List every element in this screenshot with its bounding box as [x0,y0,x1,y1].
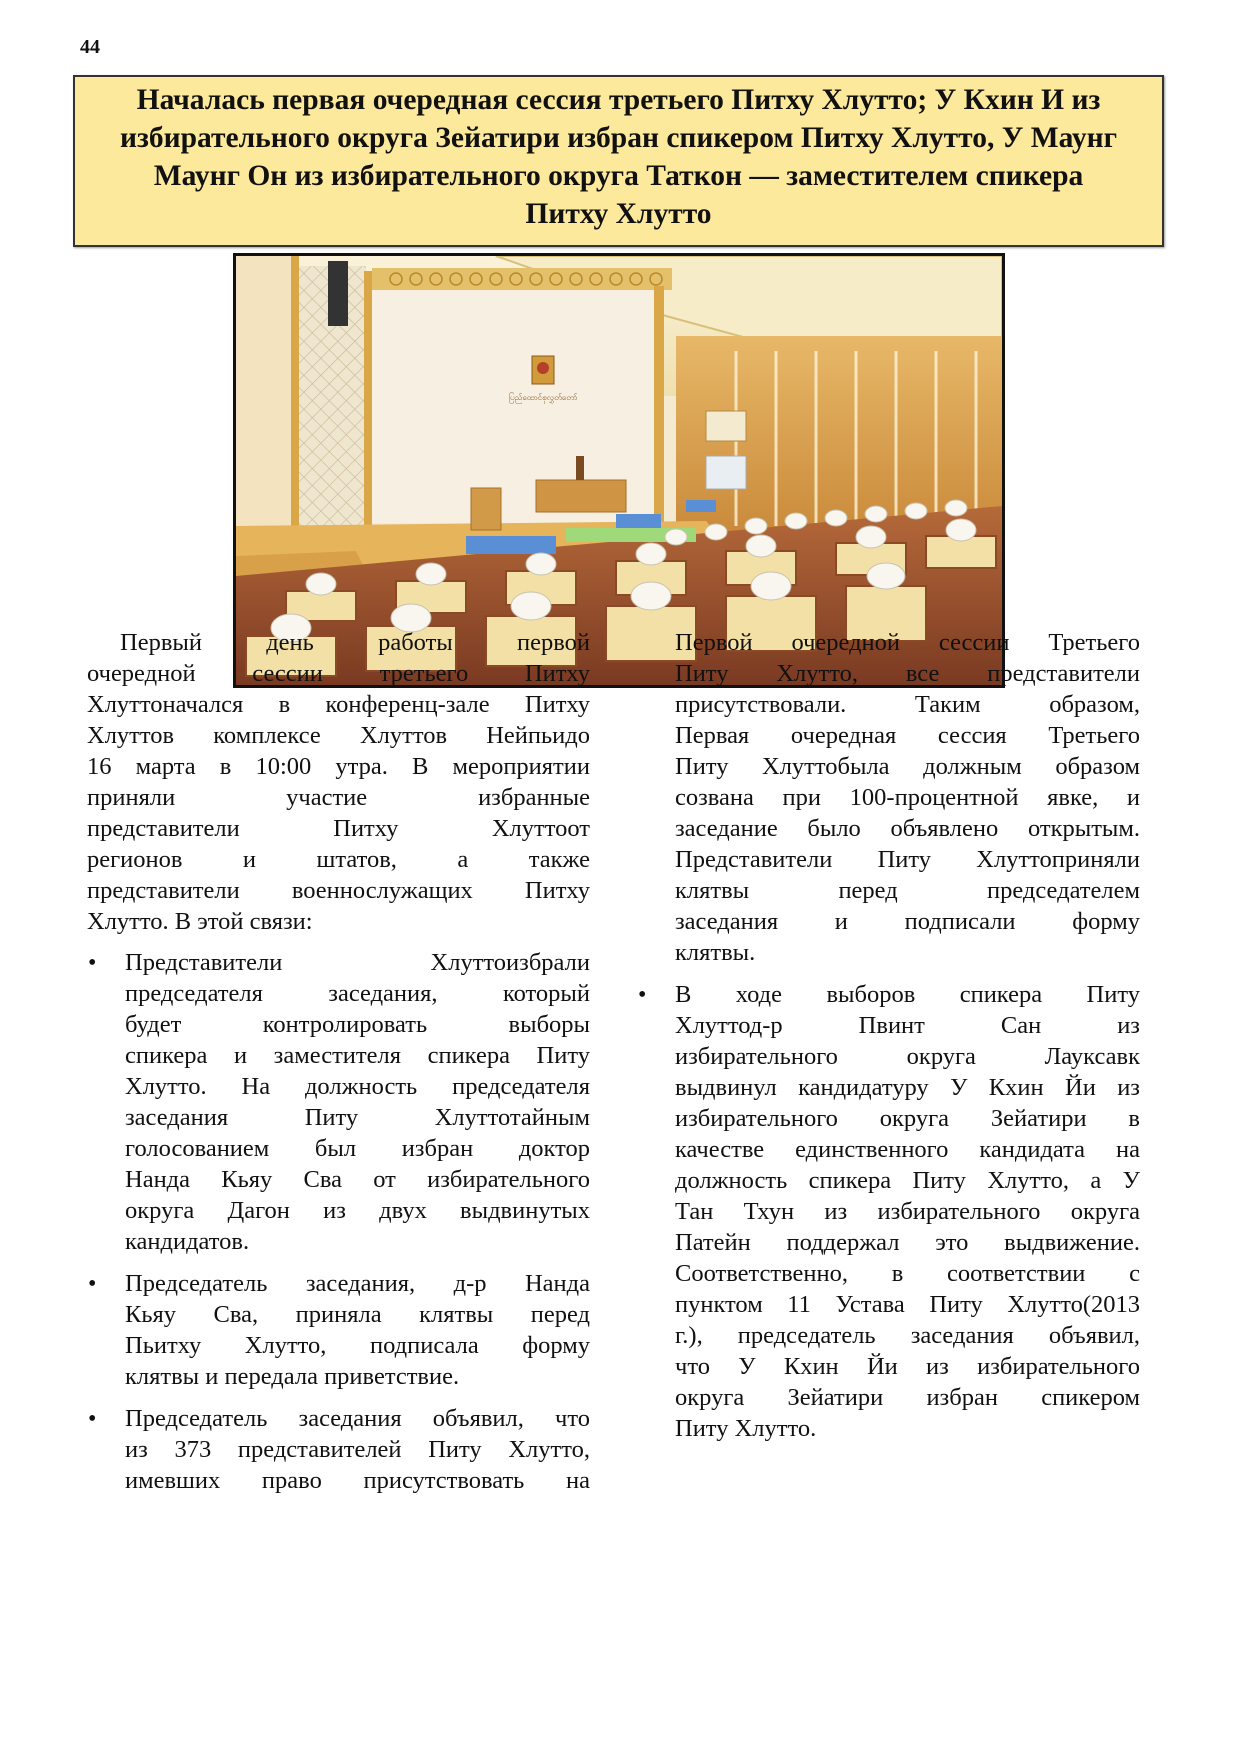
bullet-line: кандидатов. [125,1228,250,1255]
bullet-line: пунктом 11 Устава Питу Хлутто(2013 [675,1291,1140,1318]
bullet-icon: • [88,950,97,976]
paragraph-line: Питу Хлутто, все представители [675,660,1140,687]
headline-line: избирательного округа Зейатири избран спикером Питху Хлутто, У Маунг [120,122,1117,154]
bullet-line: качестве единственного кандидата на [675,1136,1140,1163]
bullet-line: Тан Тхун из избирательного округа [675,1198,1140,1225]
bullet-icon: • [88,1406,97,1432]
paragraph-line: представители военнослужащих Питху [87,877,590,904]
bullet-line: г.), председатель заседания объявил, [675,1322,1140,1349]
bullet-line: из 373 представителей Питу Хлутто, [125,1436,590,1463]
bullet-line: должность спикера Питу Хлутто, а У [675,1167,1140,1194]
paragraph-line: Питу Хлуттобыла должным образом [675,753,1140,780]
paragraph-line: Хлуттов комплексе Хлуттов Нейпьидо [87,722,590,749]
paragraph-line: Первой очередной сессии Третьего [675,629,1140,656]
bullet-line: выдвинул кандидатуру У Кхин Йи из [675,1074,1140,1101]
bullet-line: Нанда Кьяу Сва от избирательного [125,1166,590,1193]
parliament-hall-photo [233,253,1005,688]
bullet-line: имевших право присутствовать на [125,1467,590,1494]
bullet-line: Пьитху Хлутто, подписала форму [125,1332,590,1359]
bullet-line: председателя заседания, который [125,980,590,1007]
headline-line: Началась первая очередная сессия третьего Питху Хлутто; У Кхин И из [136,84,1101,116]
bullet-icon: • [638,982,647,1008]
paragraph-line: очередной сессии третьего Питху [87,660,590,687]
bullet-line: Патейн поддержал это выдвижение. [675,1229,1140,1256]
headline-line: Питху Хлутто [525,198,712,230]
paragraph-line: Хлутто. В этой связи: [87,908,313,935]
paragraph-line: заседание было объявлено открытым. [675,815,1140,842]
bullet-line: Председатель заседания объявил, что [125,1405,590,1432]
bullet-line: Хлутто. На должность председателя [125,1073,590,1100]
bullet-line: Соответственно, в соответствии с [675,1260,1140,1287]
bullet-line: Кьяу Сва, приняла клятвы перед [125,1301,590,1328]
bullet-line: округа Дагон из двух выдвинутых [125,1197,590,1224]
bullet-line: В ходе выборов спикера Питу [675,981,1140,1008]
paragraph-line: представители Питху Хлуттоот [87,815,590,842]
headline-box [73,75,1164,247]
bullet-line: Питу Хлутто. [675,1415,817,1442]
bullet-line: что У Кхин Йи из избирательного [675,1353,1140,1380]
bullet-line: Представители Хлуттоизбрали [125,949,590,976]
state-emblem [532,356,554,384]
bullet-line: Хлуттод-р Пвинт Сан из [675,1012,1140,1039]
paragraph-line: Хлуттоначался в конференц-зале Питху [87,691,590,718]
emblem-caption: ပြည်ထောင်စုလွှတ်တော် [508,393,578,402]
paragraph-line: Представители Питу Хлуттоприняли [675,846,1140,873]
bullet-line: голосованием был избран доктор [125,1135,590,1162]
page-number: 44 [80,36,100,58]
bullet-line: Председатель заседания, д-р Нанда [125,1270,590,1297]
paragraph-line: 16 марта в 10:00 утра. В мероприятии [87,753,590,780]
paragraph-line: присутствовали. Таким образом, [675,691,1140,718]
bullet-icon: • [88,1271,97,1297]
paragraph-line: клятвы. [675,939,756,966]
bullet-line: округа Зейатири избран спикером [675,1384,1140,1411]
headline-line: Маунг Он из избирательного округа Таткон — заместителем спикера [153,160,1084,192]
paragraph-line: Первый день работы первой [120,629,590,656]
paragraph-line: регионов и штатов, а также [87,846,590,873]
bullet-line: заседания Питу Хлуттотайным [125,1104,590,1131]
bullet-line: избирательного округа Лауксавк [675,1043,1140,1070]
bullet-line: избирательного округа Зейатири в [675,1105,1140,1132]
bullet-line: клятвы и передала приветствие. [125,1363,460,1390]
paragraph-line: Первая очередная сессия Третьего [675,722,1140,749]
bullet-line: будет контролировать выборы [125,1011,590,1038]
paragraph-line: заседания и подписали форму [675,908,1140,935]
paragraph-line: приняли участие избранные [87,784,590,811]
paragraph-line: созвана при 100-процентной явке, и [675,784,1140,811]
bullet-line: спикера и заместителя спикера Питу [125,1042,590,1069]
paragraph-line: клятвы перед председателем [675,877,1140,904]
parliament-hall-illustration [236,256,1002,685]
